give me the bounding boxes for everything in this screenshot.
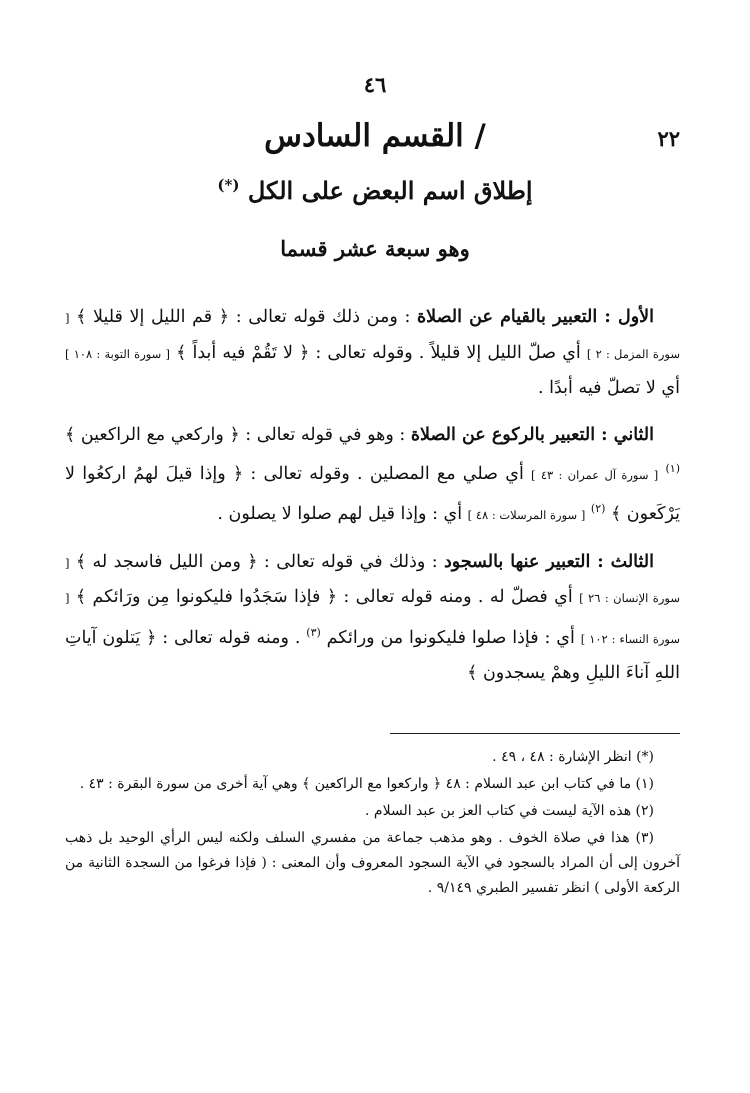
- paragraph-lead: الأول : التعبير بالقيام عن الصلاة: [417, 307, 654, 327]
- footnote-marker[interactable]: (١): [665, 462, 680, 475]
- paragraph-second: [65, 418, 680, 533]
- text-run: : ومن ذلك قوله تعالى : ﴿ قم الليل إلا قليلا ﴾: [69, 307, 417, 327]
- footnote: (١) ما في كتاب ابن عبد السلام : ٤٨ ﴿ واركعوا مع الراكعين ﴾ وهي آية أخرى من سورة البقرة : ٤٣ .: [79, 776, 654, 792]
- chapter-subtitle: وهو سبعة عشر قسما: [280, 236, 470, 261]
- footnote-divider: [390, 733, 680, 734]
- footnote: (٢) هذه الآية ليست في كتاب العز بن عبد السلام .: [365, 803, 654, 819]
- text-run: أي صلّ الليل إلا قليلاً . وقوله تعالى : ﴿ لا تَقُمْ فيه أبداً ﴾: [170, 342, 587, 363]
- section-title: / القسم السادس: [264, 118, 486, 154]
- footnote: (٣) هذا في صلاة الخوف . وهو مذهب جماعة من مفسري السلف ولكنه ليس الرأي الوحيد بل ذهب آخرون إلى أن المراد بالسجود في الآية السجود المعروف وأن المعنى : ( فإذا فرغوا من السجدة الثانية من الركعة الأولى ) انظر تفسير الطبري ٩/١٤٩ .: [65, 830, 680, 896]
- text-run: أي صلي مع المصلين . وقوله تعالى : ﴿ وإذا قيلَ لهمُ اركعُوا لا يَرْكَعون ﴾: [65, 463, 680, 525]
- quran-reference: [ سورة الإنسان : ٢٦ ]: [65, 555, 680, 606]
- text-run: : وهو في قوله تعالى : ﴿ واركعي مع الراكعين ﴾: [65, 424, 411, 445]
- main-text: [65, 300, 680, 702]
- footnote: (*) انظر الإشارة : ٤٨ ، ٤٩ .: [492, 749, 654, 765]
- quran-reference: [ سورة النساء : ١٠٢ ]: [65, 591, 680, 646]
- paragraph-lead: الثاني : التعبير بالركوع عن الصلاة: [410, 424, 654, 445]
- chapter-title: [0, 176, 750, 205]
- quran-reference: [ سورة آل عمران : ٤٣ ]: [531, 467, 659, 482]
- chapter-title-text: إطلاق اسم البعض على الكل: [247, 176, 533, 205]
- quran-reference: [ سورة التوبة : ١٠٨ ]: [65, 346, 171, 361]
- footnote-marker[interactable]: (٣): [306, 625, 321, 639]
- page-number: ٤٦: [363, 72, 387, 97]
- text-run: . ومنه قوله تعالى : ﴿ يَتلون آياتِ اللهِ آناءَ الليلِ وهمْ يسجدون ﴾: [65, 627, 680, 683]
- paragraph-first: [65, 300, 680, 406]
- quran-reference: [ سورة المزمل : ٢ ]: [65, 311, 680, 361]
- text-run: : وذلك في قوله تعالى : ﴿ ومن الليل فاسجد له ﴾: [69, 551, 445, 572]
- quran-reference: [ سورة المرسلات : ٤٨ ]: [467, 508, 586, 523]
- section-number: ٢٢: [657, 126, 680, 151]
- footnote-marker[interactable]: (٢): [590, 502, 606, 516]
- text-run: أي لا تصلّ فيه أبدًا .: [537, 378, 680, 398]
- text-run: أي : فإذا صلوا فليكونوا من ورائكم: [320, 627, 581, 648]
- chapter-note-mark: (*): [217, 176, 240, 194]
- paragraph-lead: الثالث : التعبير عنها بالسجود: [444, 551, 654, 572]
- paragraph-third: [65, 545, 680, 691]
- text-run: أي فصلّ له . ومنه قوله تعالى : ﴿ فإذا سَجَدُوا فليكونوا مِن ورَائكم ﴾: [69, 587, 580, 608]
- footnotes: [65, 745, 680, 903]
- text-run: أي : وإذا قيل لهم صلوا لا يصلون .: [217, 504, 468, 525]
